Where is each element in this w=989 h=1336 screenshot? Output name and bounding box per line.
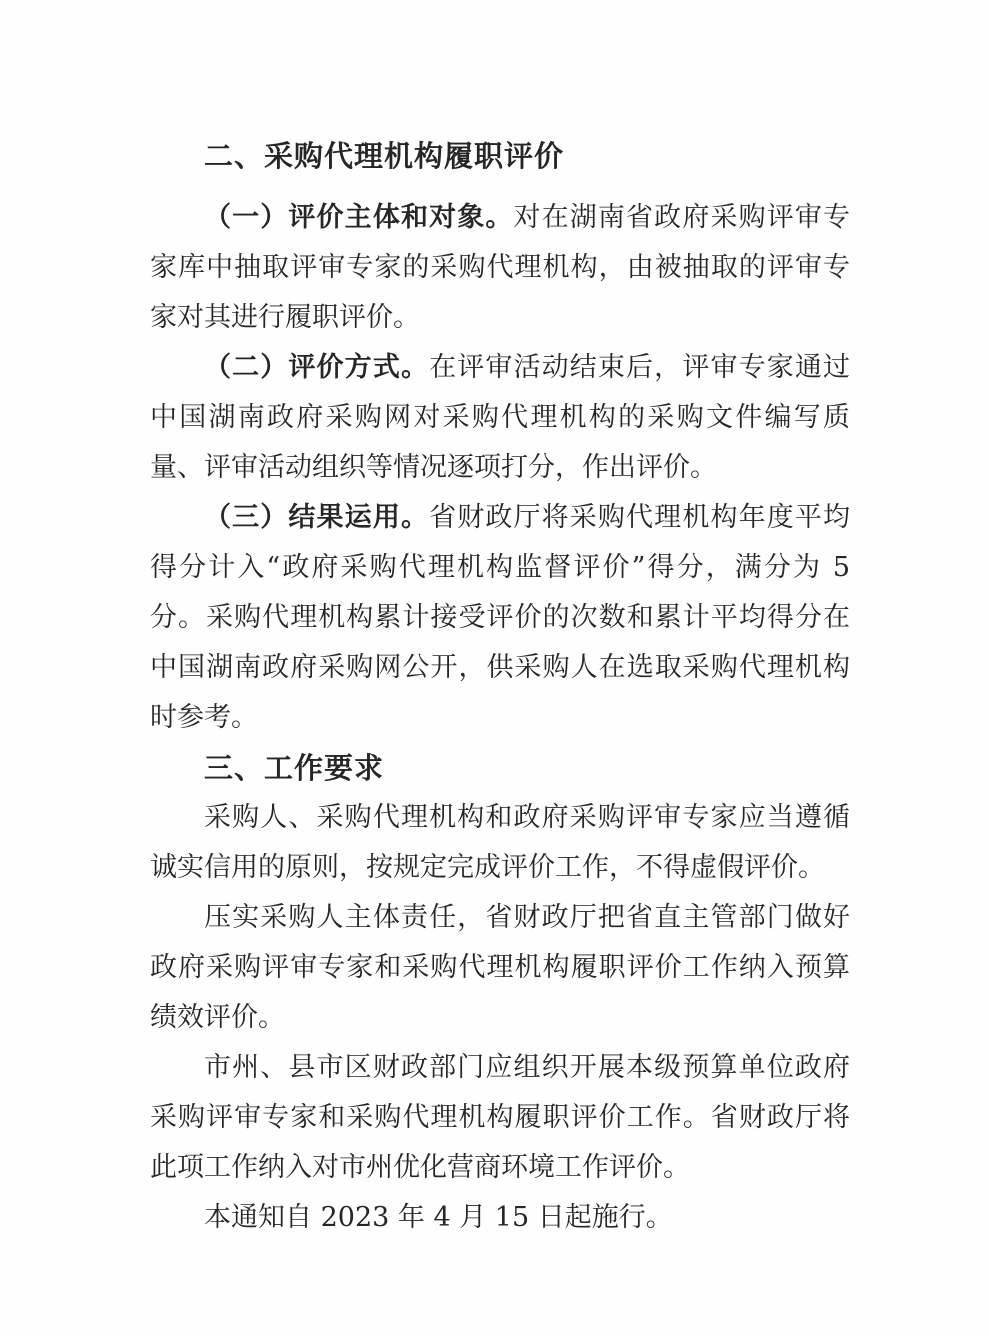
paragraph	[150, 893, 850, 1043]
paragraph-text: 对在湖南省政府采购评审专家库中抽取评审专家的采购代理机构，由被抽取的评审专家对其进行履职评价。	[150, 202, 850, 333]
paragraph-lead: （二）评价方式。	[204, 352, 430, 383]
paragraph-text: 在评审活动结束后，评审专家通过中国湖南政府采购网对采购代理机构的采购文件编写质量、评审活动组织等情况逐项打分，作出评价。	[150, 352, 851, 483]
paragraph	[150, 343, 850, 493]
paragraph-text: 本通知自 2023 年 4 月 15 日起施行。	[204, 1202, 673, 1233]
paragraph	[150, 793, 850, 893]
paragraph	[150, 193, 850, 343]
paragraph	[150, 493, 850, 743]
document-body	[150, 131, 850, 1243]
paragraph-text: 压实采购人主体责任，省财政厅把省直主管部门做好政府采购评审专家和采购代理机构履职评价工作纳入预算绩效评价。	[150, 902, 850, 1033]
section-heading: 三、工作要求	[204, 751, 385, 785]
paragraph-lead: （三）结果运用。	[204, 502, 430, 533]
paragraph	[150, 1043, 850, 1193]
paragraph	[150, 1193, 850, 1243]
document-page	[150, 131, 850, 1243]
section-heading: 二、采购代理机构履职评价	[204, 139, 565, 173]
paragraph-text: 采购人、采购代理机构和政府采购评审专家应当遵循诚实信用的原则，按规定完成评价工作，不得虚假评价。	[150, 802, 850, 883]
paragraph-lead: （一）评价主体和对象。	[204, 202, 514, 233]
paragraph-text: 省财政厅将采购代理机构年度平均得分计入“政府采购代理机构监督评价”得分，满分为 5 分。采购代理机构累计接受评价的次数和累计平均得分在中国湖南政府采购网公开，供采购人在选取采购代理机构时参考。	[150, 502, 851, 733]
paragraph-text: 市州、县市区财政部门应组织开展本级预算单位政府采购评审专家和采购代理机构履职评价工作。省财政厅将此项工作纳入对市州优化营商环境工作评价。	[150, 1052, 850, 1183]
